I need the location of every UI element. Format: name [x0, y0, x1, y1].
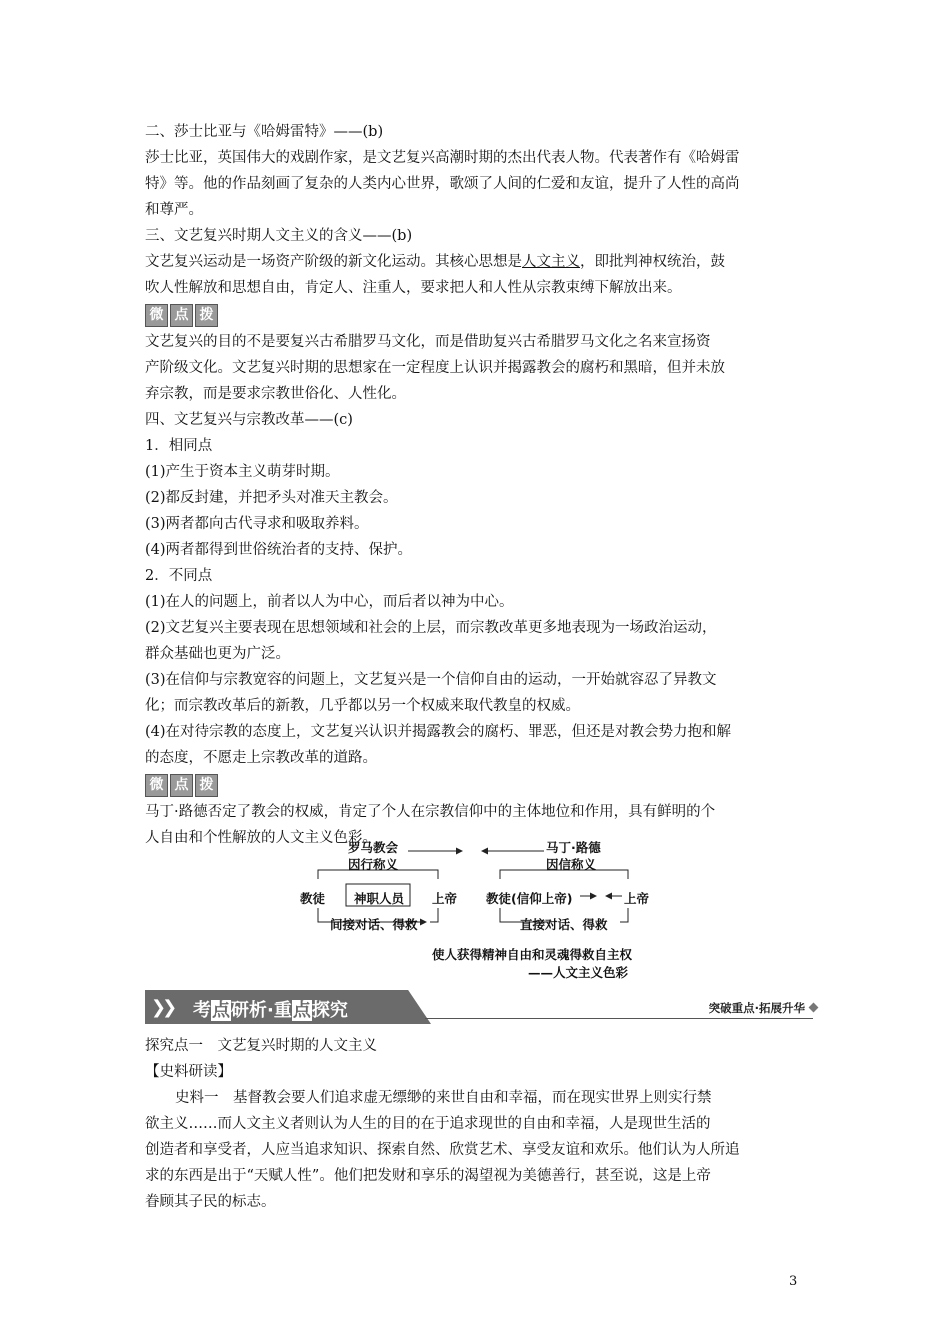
list-item: (2)都反封建，并把矛头对准天主教会。 [145, 490, 398, 506]
heading-humanism: 三、文艺复兴时期人文主义的含义——(b) [145, 228, 413, 244]
subheading: 1．相同点 [145, 438, 213, 454]
bracket-left-bottom-r [430, 908, 438, 922]
diagram-label: 因信称义 [546, 857, 597, 872]
list-item: (1)产生于资本主义萌芽时期。 [145, 464, 340, 480]
body-line: 弃宗教，而是要求宗教世俗化、人性化。 [145, 386, 406, 402]
diagram-label: 间接对话、得救 [330, 917, 418, 932]
diagram-label: 神职人员 [354, 891, 405, 906]
heading-reformation: 四、文艺复兴与宗教改革——(c) [145, 412, 353, 428]
body-line: 产阶级文化。文艺复兴时期的思想家在一定程度上认识并揭露教会的腐朽和黑暗，但并未放 [145, 360, 725, 376]
source-paragraph: 创造者和享受者，人应当追求知识、探索自然、欣赏艺术、享受友谊和欢乐。他们认为人所追 [145, 1142, 740, 1158]
bracket-right-bottom-r [620, 908, 628, 922]
source-paragraph: 求的东西是出于“天赋人性”。他们把发财和享乐的渴望视为美德善行，甚至说，这是上帝 [145, 1168, 711, 1184]
banner-title: 考点研析·重点探究 [193, 1000, 348, 1021]
body-line: 马丁·路德否定了教会的权威，肯定了个人在宗教信仰中的主体地位和作用，具有鲜明的个 [145, 804, 716, 820]
section-heading: 探究点一 文艺复兴时期的人文主义 [145, 1038, 377, 1054]
body-line: 吹人性解放和思想自由，肯定人、注重人，要求把人和人性从宗教束缚下解放出来。 [145, 280, 682, 296]
diagram-label: 罗马教会 [348, 840, 399, 855]
diagram-conclusion: ——人文主义色彩 [528, 965, 629, 980]
diagram-label: 因行称义 [348, 857, 399, 872]
tip-tag: 微 点 拨 [145, 774, 218, 796]
body-line: 莎士比亚，英国伟大的戏剧作家，是文艺复兴高潮时期的杰出代表人物。代表著作有《哈姆雷 [145, 150, 740, 166]
list-item: (4)在对待宗教的态度上，文艺复兴认识并揭露教会的腐朽、罪恶，但还是对教会势力抱和解 [145, 724, 732, 740]
source-paragraph: 眷顾其子民的标志。 [145, 1194, 276, 1210]
underlined-term: 人文主义 [522, 254, 580, 270]
body-line: 群众基础也更为广泛。 [145, 646, 290, 662]
diagram-label: 教徒 [300, 891, 326, 906]
body-line: 文艺复兴的目的不是要复兴古希腊罗马文化，而是借助复兴古希腊罗马文化之名来宣扬资 [145, 334, 711, 350]
list-item: (3)两者都向古代寻求和吸取养料。 [145, 516, 369, 532]
body-line: 人自由和个性解放的人文主义色彩。 [145, 830, 377, 846]
section-banner [145, 990, 815, 1024]
subheading: 2．不同点 [145, 568, 213, 584]
diagram-conclusion: 使人获得精神自由和灵魂得救自主权 [432, 947, 633, 962]
list-item: (4)两者都得到世俗统治者的支持、保护。 [145, 542, 413, 558]
body-line: 和尊严。 [145, 202, 203, 218]
diagram-label: 教徒(信仰上帝) [486, 891, 573, 906]
list-item: (3)在信仰与宗教宽容的问题上，文艺复兴是一个信仰自由的运动，一开始就容忍了异教文 [145, 672, 717, 688]
double-chevron-icon: ❯❯ [151, 997, 174, 1018]
diagram-label: 马丁·路德 [546, 840, 601, 855]
body-line: 化；而宗教改革后的新教，几乎都以另一个权威来取代教皇的权威。 [145, 698, 580, 714]
source-paragraph: 史料一 基督教会要人们追求虚无缥缈的来世自由和幸福，而在现实世界上则实行禁 [175, 1090, 712, 1106]
list-item: (2)文艺复兴主要表现在思想领域和社会的上层，而宗教改革更多地表现为一场政治运动， [145, 620, 717, 636]
diagram-label: 上帝 [624, 891, 650, 906]
body-line: 的态度，不愿走上宗教改革的道路。 [145, 750, 377, 766]
section-subheading: 【史料研读】 [145, 1064, 232, 1080]
list-item: (1)在人的问题上，前者以人为中心，而后者以神为中心。 [145, 594, 514, 610]
diagram-label: 直接对话、得救 [520, 917, 608, 932]
page-number: 3 [789, 1274, 798, 1289]
heading-shakespeare: 二、莎士比亚与《哈姆雷特》——(b) [145, 124, 384, 140]
banner-subtitle: 突破重点·拓展升华 [708, 1001, 805, 1015]
diamond-icon [809, 1003, 819, 1013]
body-line: 文艺复兴运动是一场资产阶级的新文化运动。其核心思想是人文主义，即批判神权统治，鼓 [145, 254, 725, 270]
tip-tag: 微 点 拨 [145, 304, 218, 326]
source-paragraph: 欲主义……而人文主义者则认为人生的目的在于追求现世的自由和幸福，人是现世生活的 [145, 1116, 711, 1132]
body-line: 特》等。他的作品刻画了复杂的人类内心世界，歌颂了人间的仁爱和友谊，提升了人性的高尚 [145, 176, 740, 192]
diagram-label: 上帝 [432, 891, 458, 906]
